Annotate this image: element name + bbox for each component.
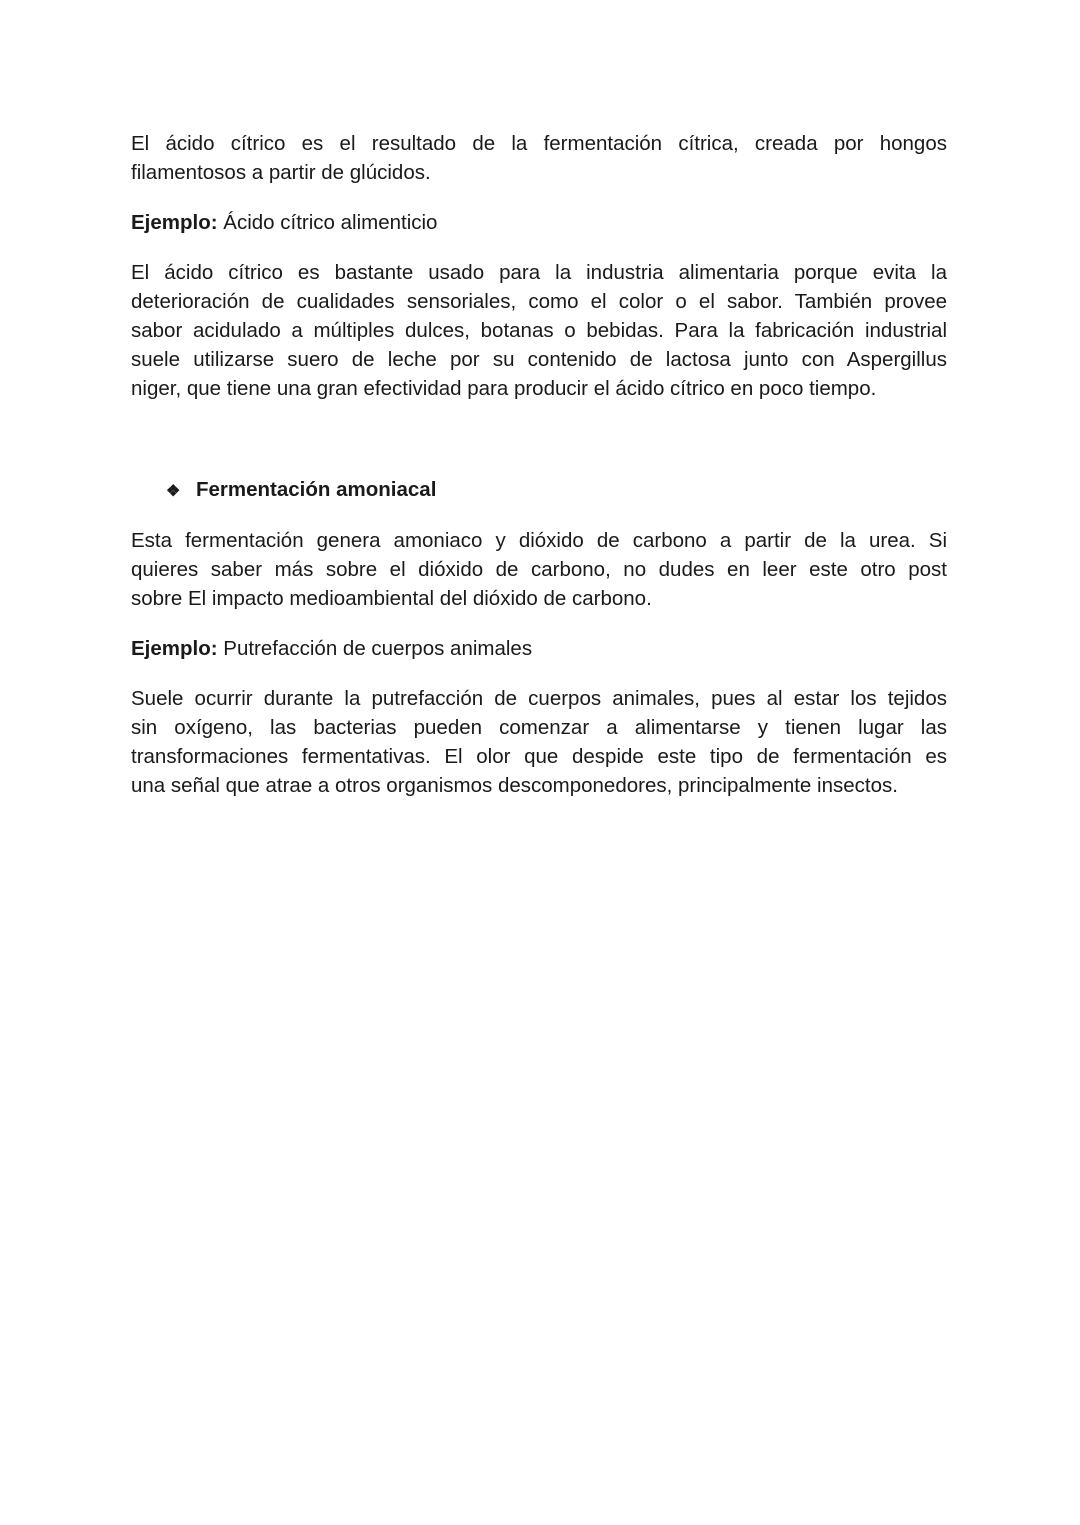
example-label: Ejemplo: <box>131 637 218 660</box>
text-line: deterioración de cualidades sensoriales, como el color o el sabor. También provee <box>131 290 947 313</box>
example-putrefaction <box>131 634 947 663</box>
paragraph-ammoniacal-intro <box>131 526 947 613</box>
text-line: sabor acidulado a múltiples dulces, botanas o bebidas. Para la fabricación industrial <box>131 319 947 342</box>
text-line: sobre El impacto medioambiental del dióxido de carbono. <box>131 587 652 610</box>
section-heading-ammoniacal <box>166 475 436 506</box>
text-line: sin oxígeno, las bacterias pueden comenzar a alimentarse y tienen lugar las <box>131 716 947 739</box>
paragraph-citric-intro <box>131 129 947 187</box>
text-line: El ácido cítrico es bastante usado para la industria alimentaria porque evita la <box>131 261 947 284</box>
text-line: niger, que tiene una gran efectividad para producir el ácido cítrico en poco tiempo. <box>131 377 877 400</box>
text-line: filamentosos a partir de glúcidos. <box>131 161 431 184</box>
diamond-bullet-icon: ❖ <box>166 483 181 500</box>
text-line: Suele ocurrir durante la putrefacción de cuerpos animales, pues al estar los tejidos <box>131 687 947 710</box>
text-line: quieres saber más sobre el dióxido de carbono, no dudes en leer este otro post <box>131 558 947 581</box>
example-label: Ejemplo: <box>131 211 218 234</box>
text-line: Esta fermentación genera amoniaco y dióxido de carbono a partir de la urea. Si <box>131 529 947 552</box>
heading-title: Fermentación amoniacal <box>196 478 437 501</box>
example-text: Putrefacción de cuerpos animales <box>217 637 533 660</box>
example-citric <box>131 208 947 237</box>
example-text: Ácido cítrico alimenticio <box>217 211 438 234</box>
paragraph-citric-usage <box>131 258 947 403</box>
text-line: suele utilizarse suero de leche por su contenido de lactosa junto con Aspergillus <box>131 348 947 371</box>
text-line: El ácido cítrico es el resultado de la fermentación cítrica, creada por hongos <box>131 132 947 155</box>
text-line: transformaciones fermentativas. El olor que despide este tipo de fermentación es <box>131 745 947 768</box>
text-line: una señal que atrae a otros organismos descomponedores, principalmente insectos. <box>131 774 898 797</box>
paragraph-putrefaction <box>131 684 947 800</box>
